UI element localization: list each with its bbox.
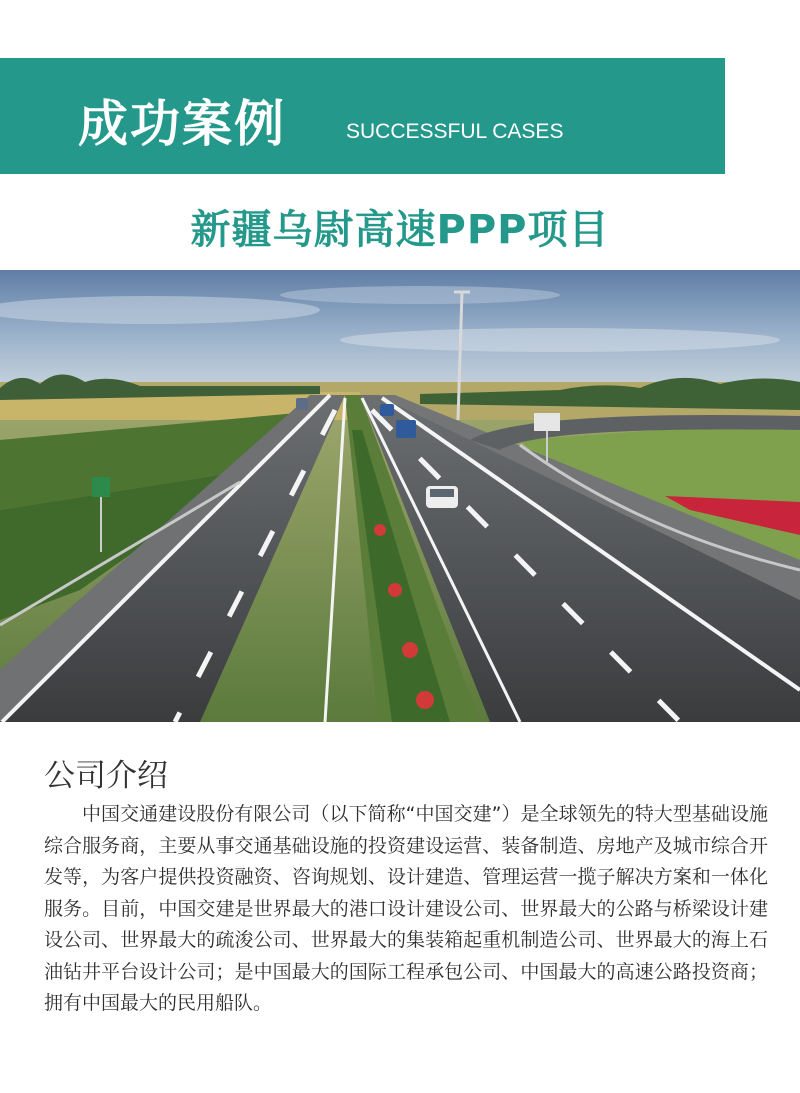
banner-title-cn: 成功案例 [78,95,286,153]
section-heading: 公司介绍 [44,758,168,794]
company-intro-paragraph: 中国交通建设股份有限公司（以下简称“中国交建”）是全球领先的特大型基础设施综合服务商，主要从事交通基础设施的投资建设运营、装备制造、房地产及城市综合开发等，为客户提供投资融资、咨询规划、设计建造、管理运营一揽子解决方案和一体化服务。目前，中国交建是世界最大的港口设计建设公司、世界最大的公路与桥梁设计建设公司、世界最大的疏浚公司、世界最大的集装箱起重机制造公司、世界最大的海上石油钻井平台设计公司；是中国最大的国际工程承包公司、中国最大的高速公路投资商；拥有中国最大的民用船队。 [44,803,768,1014]
banner-title-en: SUCCESSFUL CASES [346,120,564,143]
highway-photo [0,270,800,722]
project-title: 新疆乌尉高速PPP项目 [190,207,610,253]
